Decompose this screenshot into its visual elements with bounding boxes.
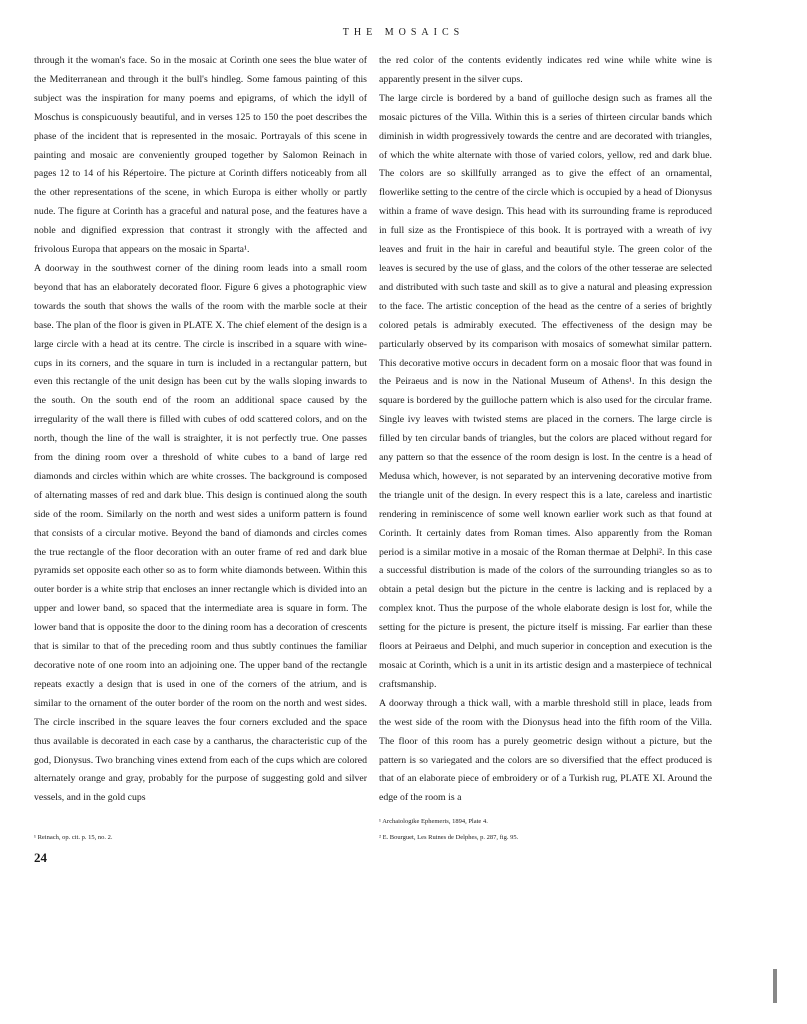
footnotes-right bbox=[379, 814, 712, 846]
footnote: ² E. Bourguet, Les Ruines de Delphes, p. 287, fig. 95. bbox=[379, 834, 519, 841]
paragraph: through it the woman's face. So in the mosaic at Corinth one sees the blue water of the Mediterranean and through it the bull's hindleg. Some famous painting of this subject was the inspiration for many poems and epigrams, of which the idyll of Moschus is conspicuously beautiful, and in verses 125 to 150 the poet describes the phase of the incident that is represented in the mosaic. Portrayals of this scene in painting and mosaic are conveniently grouped together by Salomon Reinach in pages 12 to 14 of his Répertoire. The picture at Corinth differs noticeably from all the other representations of the scene, in which Europa is either wholly or partly nude. The figure at Corinth has a graceful and natural pose, and the features have a noble and dignified expression that contrast it strongly with the affected and frivolous Europa that appears on the mosaic in Sparta¹. bbox=[34, 55, 367, 256]
footnotes-left bbox=[34, 833, 364, 843]
footnote: ¹ Reinach, op. cit. p. 15, no. 2. bbox=[34, 834, 113, 841]
right-column bbox=[379, 52, 712, 808]
paragraph: The large circle is bordered by a band of guilloche design such as frames all the mosaic pictures of the Villa. Within this is a series of thirteen circular bands which diminish in width progressively towards the centre and are decorated with triangles, of which the white alternate with those of varied colors, yellow, red and dark blue. The colors are so skillfully arranged as to give the effect of an ornamental, flowerlike setting to the centre of the circle which is occupied by a head of Dionysus within a frame of wave design. This head with its surrounding frame is reproduced in full size as the Frontispiece of this book. It is portrayed with a wreath of ivy leaves and fruit in the hair in careful and beautiful style. The green color of the leaves is secured by the use of glass, and the colors of the other tesserae are selected and distributed with such taste and skill as to give a natural and pleasing expression to the face. The artistic conception of the head as the centre of a series of brightly colored petals is admirably executed. The effectiveness of the design may be particularly observed by its comparison with mosaics of somewhat similar pattern. This decorative motive occurs in decadent form on a mosaic floor that was found in the Peiraeus and is now in the National Museum of Athens¹. In this design the square is bordered by the guilloche pattern which is also used for the circular frame. Single ivy leaves with twisted stems are placed in the corners. The large circle is filled by ten circular bands of triangles, but the colors are placed without regard for any pattern so that the essence of the room design is lost. In the centre is a head of Medusa which, however, is not separated by an intervening decorative motive from the triangle unit of the design. In every respect this is a late, careless and inartistic rendering in reminiscence of some well known earlier work such as that found at Corinth. It certainly dates from Roman times. Also apparently from the Roman period is a similar motive in a mosaic of the Roman thermae at Delphi². In this case a successful distribution is made of the colors of the surrounding triangles so as to obtain a petal design but the picture in the centre is lacking and is replaced by a complex knot. Thus the purpose of the whole elaborate design is lost for, while the setting for the picture is present, the picture itself is missing. Far earlier than these floors at Peiraeus and Delphi, and much superior in conception and execution is the mosaic at Corinth, which is a unit in its artistic design and a masterpiece of technical craftsmanship. bbox=[379, 92, 712, 690]
paragraph: the red color of the contents evidently indicates red wine while white wine is apparently present in the silver cups. bbox=[379, 55, 712, 85]
left-column bbox=[34, 52, 367, 808]
page-number: 24 bbox=[34, 850, 47, 865]
margin-stamp bbox=[773, 969, 777, 1003]
footnote: ¹ Archaiologike Ephemeris, 1894, Plate 4. bbox=[379, 818, 488, 825]
paragraph: A doorway through a thick wall, with a marble threshold still in place, leads from the west side of the room with the Dionysus head into the fifth room of the Villa. The floor of this room has a purely geometric design without a picture, but the pattern is so variegated and the colors are so diversified that the effect produced is that of an elaborate piece of embroidery or of a Turkish rug, PLATE XI. Around the edge of the room is a bbox=[379, 697, 712, 804]
running-head: THE MOSAICS bbox=[342, 27, 465, 38]
paragraph: A doorway in the southwest corner of the dining room leads into a small room beyond that has an elaborately decorated floor. Figure 6 gives a photographic view towards the south that shows the walls of the room with the marble socle at their base. The plan of the floor is given in PLATE X. The chief element of the design is a large circle with a head at its centre. The circle is inscribed in a square with wine-cups in its corners, and the square in turn is included in a rectangular pattern, but even this rectangle of the unit design has been cut by the walls sloping inwards to the south. On the south end of the room an additional space caused by the irregularity of the wall there is filled with cubes of odd scattered colors, and on the north, though the line of the wall is straighter, it is not perfectly true. One passes from the dining room over a threshold of white cubes to a band of large red diamonds and circles within which are white crosses. The background is composed of alternating masses of red and dark blue. This design is continued along the south side of the room. Similarly on the north and west sides a uniform pattern is found that consists of a circular motive. Beyond the band of diamonds and circles comes the true rectangle of the floor decoration with an outer frame of red and dark blue pyramids set opposite each other so as to form white diamonds between. Within this outer border is a white strip that encloses an inner rectangle which is divided into an upper and lower band, so spaced that the intermediate area is square in form. The lower band that is opposite the door to the dining room has a decoration of crescents that is similar to that of the preceding room and thus subtly continues the familiar decorative note of one room into an adjoining one. The upper band of the rectangle repeats exactly a design that is used in one of the corners of the atrium, and is similar to the ornament of the outer border of the room on the north and west sides. The circle inscribed in the square leaves the four corners excluded and the space thus available is decorated in each case by a cantharus, the characteristic cup of the god, Dionysus. Two branching vines extend from each of the cups which are colored alternately orange and gray, probably for the purpose of suggesting gold and silver vessels, and in the gold cups bbox=[34, 262, 367, 804]
